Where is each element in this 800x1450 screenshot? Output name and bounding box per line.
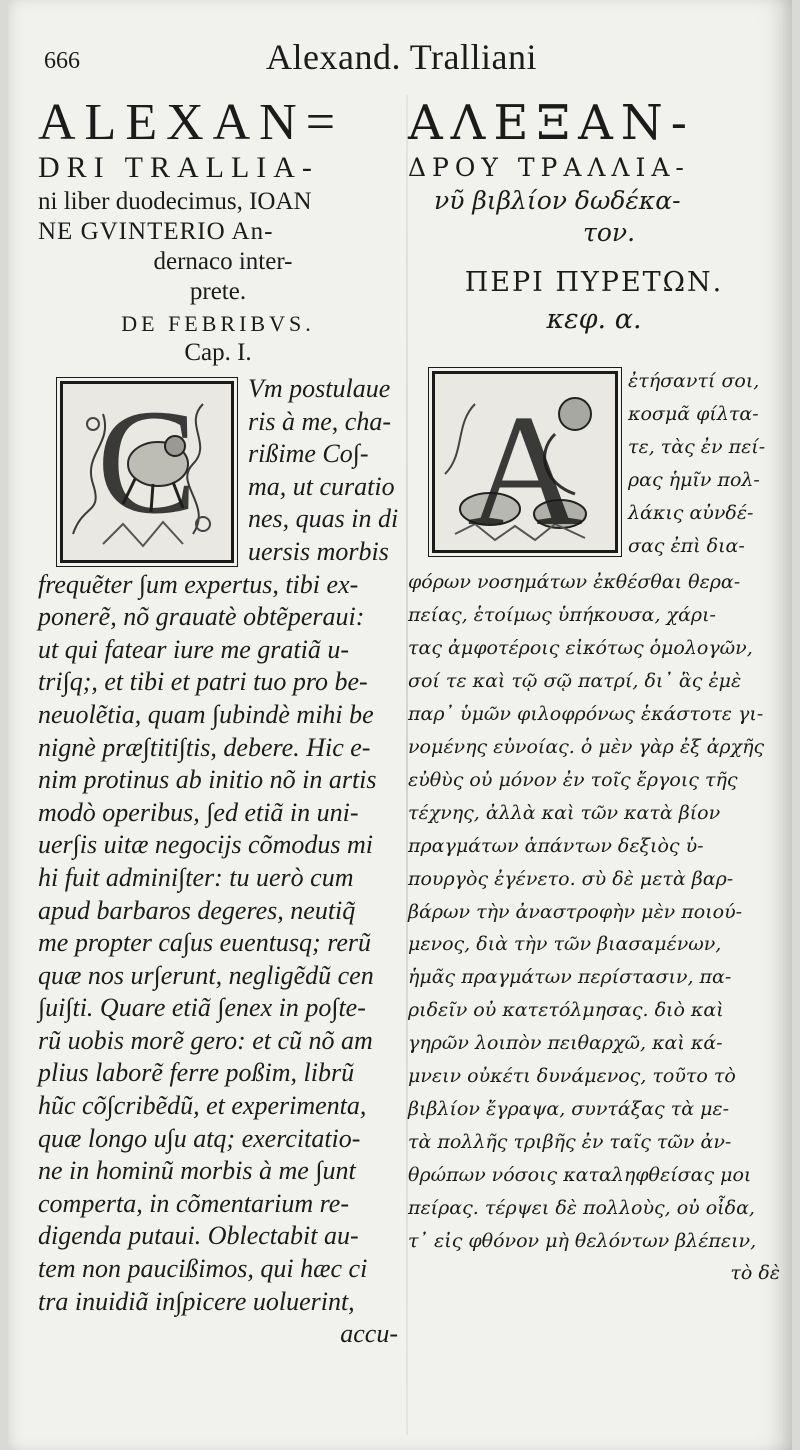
- text-line: τε, τὰς ἐν πεί-: [628, 435, 766, 458]
- latin-title-line-5: dernaco inter-: [153, 248, 293, 275]
- latin-chapter-number: Cap. I.: [184, 339, 252, 366]
- greek-opening: [408, 365, 780, 562]
- text-line: plius laborẽ ferre poßim, librũ: [38, 1058, 355, 1088]
- text-line: frequẽter ∫um expertus, tibi ex-: [38, 569, 359, 599]
- text-line: μενος, διὰ τὴν τῶν βιασαμένων,: [408, 933, 722, 956]
- greek-title-line-4: τον.: [582, 218, 636, 247]
- latin-title-line-2: DRI TRALLIA-: [38, 151, 319, 184]
- text-line: Vm postulaue: [248, 374, 391, 403]
- latin-title-line-3: ni liber duodecimus, IOAN: [38, 188, 312, 215]
- text-line: παρ᾽ ὑμῶν φιλοφρόνως ἑκάστοτε γι-: [408, 703, 764, 726]
- text-line: κοσμᾶ φίλτα-: [628, 402, 759, 425]
- text-line: ponerẽ, nõ grauatè obtẽperaui:: [38, 602, 365, 632]
- text-line: τὰ πολλῆς τριβῆς ἐν ταῖς τῶν ἀν-: [408, 1130, 732, 1153]
- text-line: tri∫q;, et tibi et patri tuo pro be-: [38, 667, 368, 697]
- greek-title-line-1: ΑΛΕΞΑΝ-: [408, 95, 696, 151]
- text-line: tra inuidiã in∫picere uoluerint,: [38, 1286, 355, 1316]
- latin-initial-letter: C: [96, 384, 198, 545]
- latin-title-line-4: NE GVINTERIO An-: [38, 218, 274, 245]
- text-line: νομένης εὐνοίας. ὁ μὲν γὰρ ἐξ ἀρχῆς: [408, 735, 765, 758]
- greek-initial-a: [432, 371, 618, 553]
- text-line: digenda putaui. Oblectabit au-: [38, 1221, 359, 1251]
- text-line: τ᾽ εἰς φθόνον μὴ θελόντων βλέπειν,: [408, 1229, 757, 1252]
- text-line: μνειν οὐκέτι δυνάμενος, τοῦτο τὸ: [408, 1065, 736, 1088]
- greek-catchword: τὸ δὲ: [730, 1262, 780, 1285]
- latin-column: [38, 95, 398, 1351]
- text-line: quæ longo u∫u atq; exercitatio-: [38, 1123, 361, 1153]
- text-line: apud barbaros degeres, neutiq̃: [38, 895, 356, 925]
- text-line: ∫ui∫ti. Quare etiã ∫enex in po∫te-: [38, 993, 366, 1023]
- text-line: hũc cõ∫cribẽdũ, et experimenta,: [38, 1091, 367, 1121]
- text-line: βάρων τὴν ἀναστροφὴν μὲν ποιού-: [408, 900, 743, 923]
- text-line: uer∫is uitæ negocijs cõmodus mi: [38, 830, 373, 860]
- latin-title-line-1: ALEXAN=: [38, 94, 345, 151]
- text-line: rißime Co∫-: [248, 439, 369, 469]
- text-line: βιβλίον ἔγραψα, συντάξας τὰ με-: [408, 1097, 730, 1120]
- text-line: πείρας. τέρψει δὲ πολλοὺς, οὐ οἶδα,: [408, 1196, 755, 1219]
- text-line: quæ nos ur∫erunt, negligẽdũ cen: [38, 960, 374, 990]
- text-line: ἡμᾶς πραγμάτων περίστασιν, πα-: [408, 966, 732, 989]
- text-line: πείας, ἑτοίμως ὑπήκουσα, χάρι-: [408, 604, 716, 627]
- latin-catchword: accu-: [340, 1319, 398, 1349]
- greek-column: [408, 95, 780, 1290]
- text-line: tem non paucißimos, qui hæc ci: [38, 1254, 368, 1284]
- book-page: [8, 0, 792, 1450]
- text-line: ρας ἡμῖν πολ-: [628, 468, 760, 491]
- latin-opening: [38, 373, 398, 569]
- greek-body: [408, 566, 780, 1290]
- text-line: ut qui fatear iure me gratiã u-: [38, 634, 350, 664]
- greek-chapter-number: κεφ. α.: [546, 304, 642, 335]
- latin-initial-side-text: [248, 373, 398, 569]
- text-line: comperta, in cõmentarium re-: [38, 1188, 349, 1218]
- latin-initial-c: [60, 381, 234, 563]
- text-line: λάκις αὐνδέ-: [628, 501, 754, 524]
- greek-initial-side-text: [628, 365, 765, 562]
- text-line: γηρῶν λοιπὸν πειθαρχῶ, καὶ κά-: [408, 1032, 723, 1055]
- text-line: τέχνης, ἀλλὰ καὶ τῶν κατὰ βίον: [408, 801, 721, 824]
- text-line: rũ uobis morẽ gero: et cũ nõ am: [38, 1025, 373, 1055]
- text-line: modò operibus, ∫ed etiã in uni-: [38, 797, 359, 827]
- greek-title-line-2: ΔΡΟΥ ΤΡΑΛΛΙΑ-: [408, 153, 690, 182]
- text-line: πουργὸς ἐγένετο. σὺ δὲ μετὰ βαρ-: [408, 867, 734, 890]
- text-line: nim protinus ab initio nõ in artis: [38, 765, 377, 795]
- text-line: nes, quas in di: [248, 504, 399, 534]
- text-line: τας ἀμφοτέροις εἰκότως ὁμολογῶν,: [408, 637, 753, 660]
- text-line: ἐτήσαντί σοι,: [628, 370, 760, 392]
- text-line: ne in hominũ morbis à me ∫unt: [38, 1156, 356, 1186]
- text-line: neuolẽtia, quam ∫ubindè mihi be: [38, 699, 374, 729]
- latin-body: [38, 569, 398, 1351]
- text-line: πραγμάτων ἁπάντων δεξιὸς ὑ-: [408, 834, 704, 857]
- latin-title-line-6: prete.: [189, 278, 247, 305]
- text-line: ριδεῖν οὐ κατετόλμησας. διὸ καὶ: [408, 999, 724, 1022]
- text-line: εὐθὺς οὐ μόνον ἐν τοῖς ἔργοις τῆς: [408, 768, 738, 791]
- text-line: φόρων νοσημάτων ἐκθέσθαι θερα-: [408, 571, 741, 594]
- latin-section-heading: DE FEBRIBVS.: [121, 311, 315, 336]
- text-line: ma, ut curatio: [248, 471, 395, 501]
- text-line: nignè præ∫titi∫tis, debere. Hic e-: [38, 732, 371, 762]
- text-line: θρώπων νόσοις καταληφθείσας μοι: [408, 1163, 752, 1186]
- text-line: hi fuit admini∫ter: tu uerò cum: [38, 862, 354, 892]
- text-line: σας ἐπὶ δια-: [628, 534, 745, 557]
- greek-initial-letter: Α: [467, 381, 583, 550]
- text-line: me propter ca∫us euentusq; rerũ: [38, 928, 372, 958]
- greek-title-line-3: νῦ βιβλίον δωδέκα-: [434, 186, 681, 215]
- page-number: 666: [44, 48, 80, 74]
- greek-section-heading: ΠΕΡΙ ΠΥΡΕΤΩΝ.: [464, 267, 724, 298]
- text-line: ris à me, cha-: [248, 406, 391, 436]
- text-line: σοί τε καὶ τῷ σῷ πατρί, δι᾽ ἃς ἐμὲ: [408, 670, 742, 693]
- running-title: Alexand. Tralliani: [266, 37, 537, 77]
- text-line: uersis morbis: [248, 536, 389, 566]
